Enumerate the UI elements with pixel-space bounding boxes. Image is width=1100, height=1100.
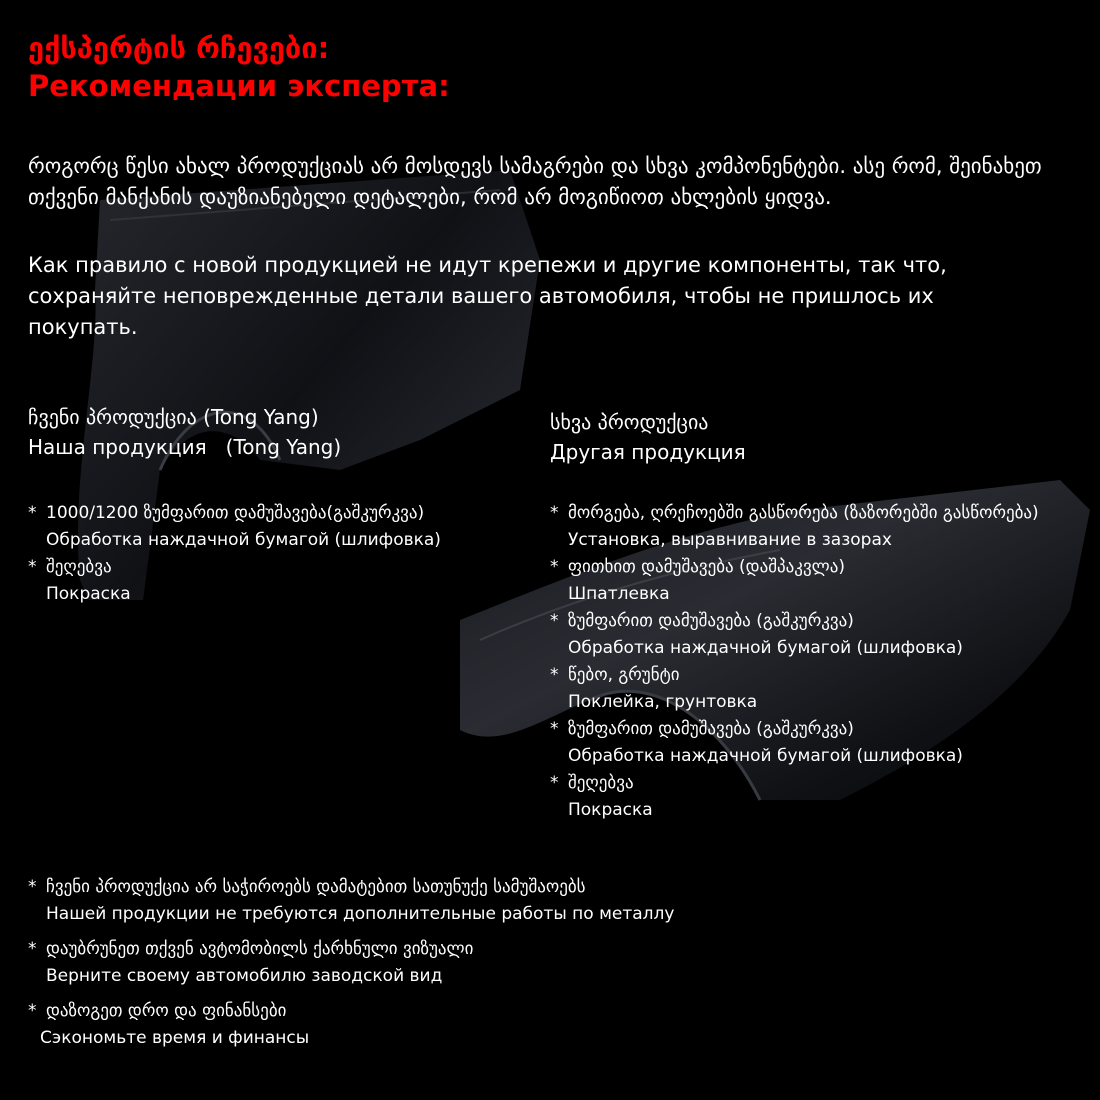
item-text-ru: Установка, выравнивание в зазорах <box>568 530 892 550</box>
item-text-ru: Покраска <box>568 800 653 820</box>
item-text-ka: შეღებვა <box>568 773 634 793</box>
item-text-ru: Поклейка, грунтовка <box>568 692 758 712</box>
bullet-star: * <box>550 719 559 739</box>
intro-paragraph-ru: Как правило с новой продукцией не идут крепежи и другие компоненты, так что, сохраняйте неповрежденные детали вашего автомобиля, чтобы не пришлось их покупать. <box>28 253 947 339</box>
column-title-ru: Наша продукция (Tong Yang) <box>28 435 342 459</box>
item-text-ka: მორგება, ღრეჩოებში გასწორება (ზაზორებში გასწორება) <box>568 503 1039 523</box>
list-item <box>28 874 1028 928</box>
list-item <box>28 554 528 608</box>
list-item <box>550 716 1100 770</box>
bullet-star: * <box>550 557 559 577</box>
item-text-ka: შეღებვა <box>46 557 112 577</box>
list-item <box>550 500 1100 554</box>
benefits-list <box>28 874 1028 1052</box>
page-title-ka: ექსპერტის რჩევები: <box>28 31 330 65</box>
note-text-ru: Сэкономьте время и финансы <box>40 1028 310 1048</box>
list-item <box>550 554 1100 608</box>
column-title-ka: სხვა პროდუქცია <box>550 410 709 434</box>
list-item <box>550 770 1100 824</box>
column-title-ka: ჩვენი პროდუქცია (Tong Yang) <box>28 405 319 429</box>
item-text-ru: Обработка наждачной бумагой (шлифовка) <box>568 638 963 658</box>
list-item <box>550 662 1100 716</box>
note-text-ka: დაუბრუნეთ თქვენ ავტომობილს ქარხნული ვიზუალი <box>46 939 474 959</box>
list-item <box>28 500 528 554</box>
bullet-star: * <box>550 611 559 631</box>
bullet-star: * <box>28 557 37 577</box>
intro-paragraph-ka: როგორც წესი ახალ პროდუქციას არ მოსდევს სამაგრები და სხვა კომპონენტები. ასე რომ, შეინახეთ თქვენი მანქანის დაუზიანებელი დეტალები, რომ არ მოგიწიოთ ახლების ყიდვა. <box>28 154 1042 209</box>
our-product-column <box>28 402 528 608</box>
note-text-ka: დაზოგეთ დრო და ფინანსები <box>46 1001 287 1021</box>
list-item <box>28 998 1028 1052</box>
list-item <box>550 608 1100 662</box>
bullet-star: * <box>28 877 37 897</box>
bullet-star: * <box>550 503 559 523</box>
note-text-ru: Нашей продукции не требуются дополнительные работы по металлу <box>46 904 675 924</box>
note-text-ru: Верните своему автомобилю заводской вид <box>46 966 443 986</box>
list-item <box>28 936 1028 990</box>
item-text-ka: 1000/1200 ზუმფარით დამუშავება(გაშკურკვა) <box>46 503 425 523</box>
item-text-ka: ზუმფარით დამუშავება (გაშკურკვა) <box>568 611 854 631</box>
page-title-ru: Рекомендации эксперта: <box>28 69 450 103</box>
bullet-star: * <box>28 503 37 523</box>
item-text-ru: Покраска <box>46 584 131 604</box>
column-title-ru: Другая продукция <box>550 440 746 464</box>
item-text-ru: Обработка наждачной бумагой (шлифовка) <box>568 746 963 766</box>
other-product-column <box>550 407 1100 824</box>
bullet-star: * <box>28 939 37 959</box>
note-text-ka: ჩვენი პროდუქცია არ საჭიროებს დამატებით სათუნუქე სამუშაოებს <box>46 877 586 897</box>
bullet-star: * <box>550 665 559 685</box>
item-text-ru: Шпатлевка <box>568 584 670 604</box>
item-text-ka: წებო, გრუნტი <box>568 665 680 685</box>
item-text-ka: ფითხით დამუშავება (დაშპაკვლა) <box>568 557 846 577</box>
item-text-ka: ზუმფარით დამუშავება (გაშკურკვა) <box>568 719 854 739</box>
item-text-ru: Обработка наждачной бумагой (шлифовка) <box>46 530 441 550</box>
bullet-star: * <box>550 773 559 793</box>
bullet-star: * <box>28 1001 37 1021</box>
